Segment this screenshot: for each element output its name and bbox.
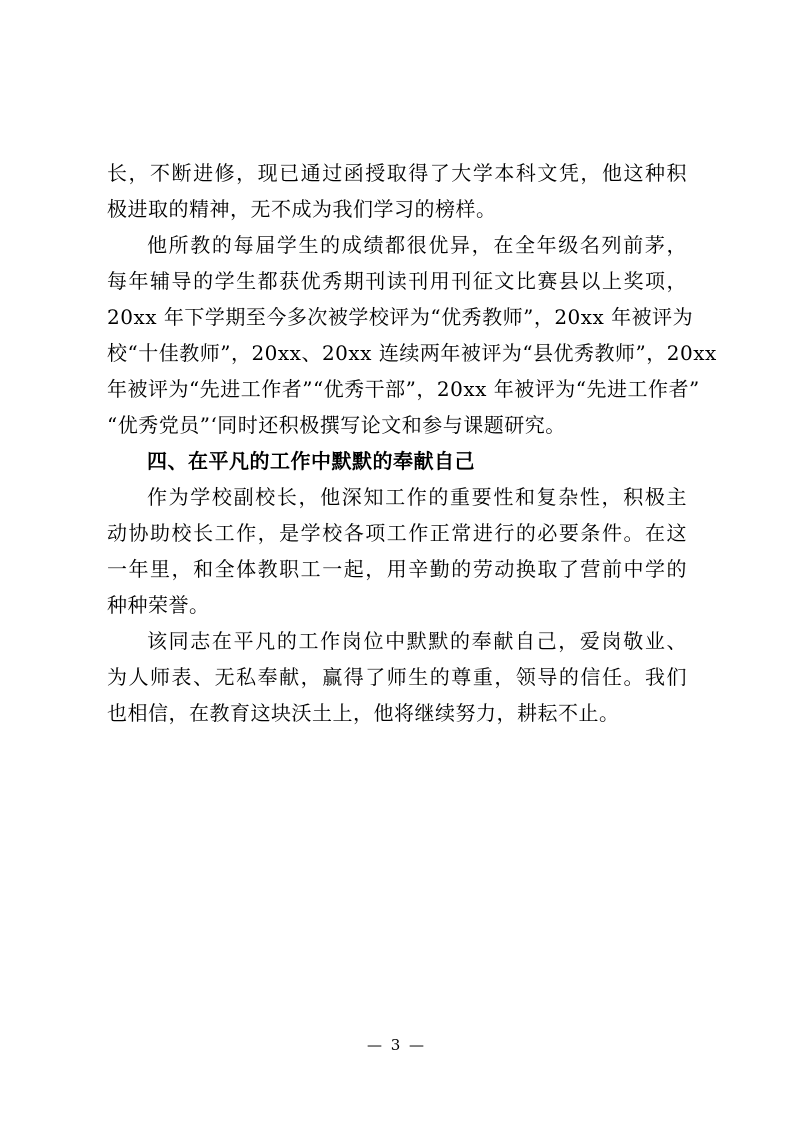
paragraph-2-line-3: 20xx 年下学期至今多次被学校评为“优秀教师”，20xx 年被评为 — [107, 305, 694, 329]
paragraph-4-line-2: 为人师表、无私奉献，赢得了师生的尊重，领导的信任。我们 — [107, 665, 687, 689]
paragraph-2-line-6: “优秀党员”‘同时还积极撰写论文和参与课题研究。 — [107, 413, 566, 437]
paragraph-4-line-3: 也相信，在教育这块沃土上，他将继续努力，耕耘不止。 — [107, 701, 620, 725]
paragraph-4-line-1: 该同志在平凡的工作岗位中默默的奉献自己，爱岗敬业、 — [147, 629, 687, 653]
paragraph-1-line-1: 长，不断进修，现已通过函授取得了大学本科文凭，他这种积 — [107, 161, 687, 185]
paragraph-2-line-1: 他所教的每届学生的成绩都很优异，在全年级名列前茅， — [147, 233, 687, 257]
paragraph-1-line-2: 极进取的精神，无不成为我们学习的榜样。 — [107, 197, 497, 221]
paragraph-3-line-3: 一年里，和全体教职工一起，用辛勤的劳动换取了营前中学的 — [107, 557, 687, 581]
section-heading: 四、在平凡的工作中默默的奉献自己 — [147, 449, 475, 473]
paragraph-2-line-2: 每年辅导的学生都获优秀期刊读刊用刊征文比赛县以上奖项， — [107, 269, 687, 293]
page-number: — 3 — — [366, 1036, 427, 1054]
paragraph-2-line-4: 校“十佳教师”，20xx、20xx 连续两年被评为“县优秀教师”，20xx — [107, 341, 717, 365]
paragraph-3-line-2: 动协助校长工作，是学校各项工作正常进行的必要条件。在这 — [107, 521, 687, 545]
paragraph-2-line-5: 年被评为“先进工作者”“优秀干部”，20xx 年被评为“先进工作者” — [107, 377, 700, 401]
paragraph-3-line-4: 种种荣誉。 — [107, 593, 210, 617]
paragraph-3-line-1: 作为学校副校长，他深知工作的重要性和复杂性，积极主 — [147, 485, 687, 509]
